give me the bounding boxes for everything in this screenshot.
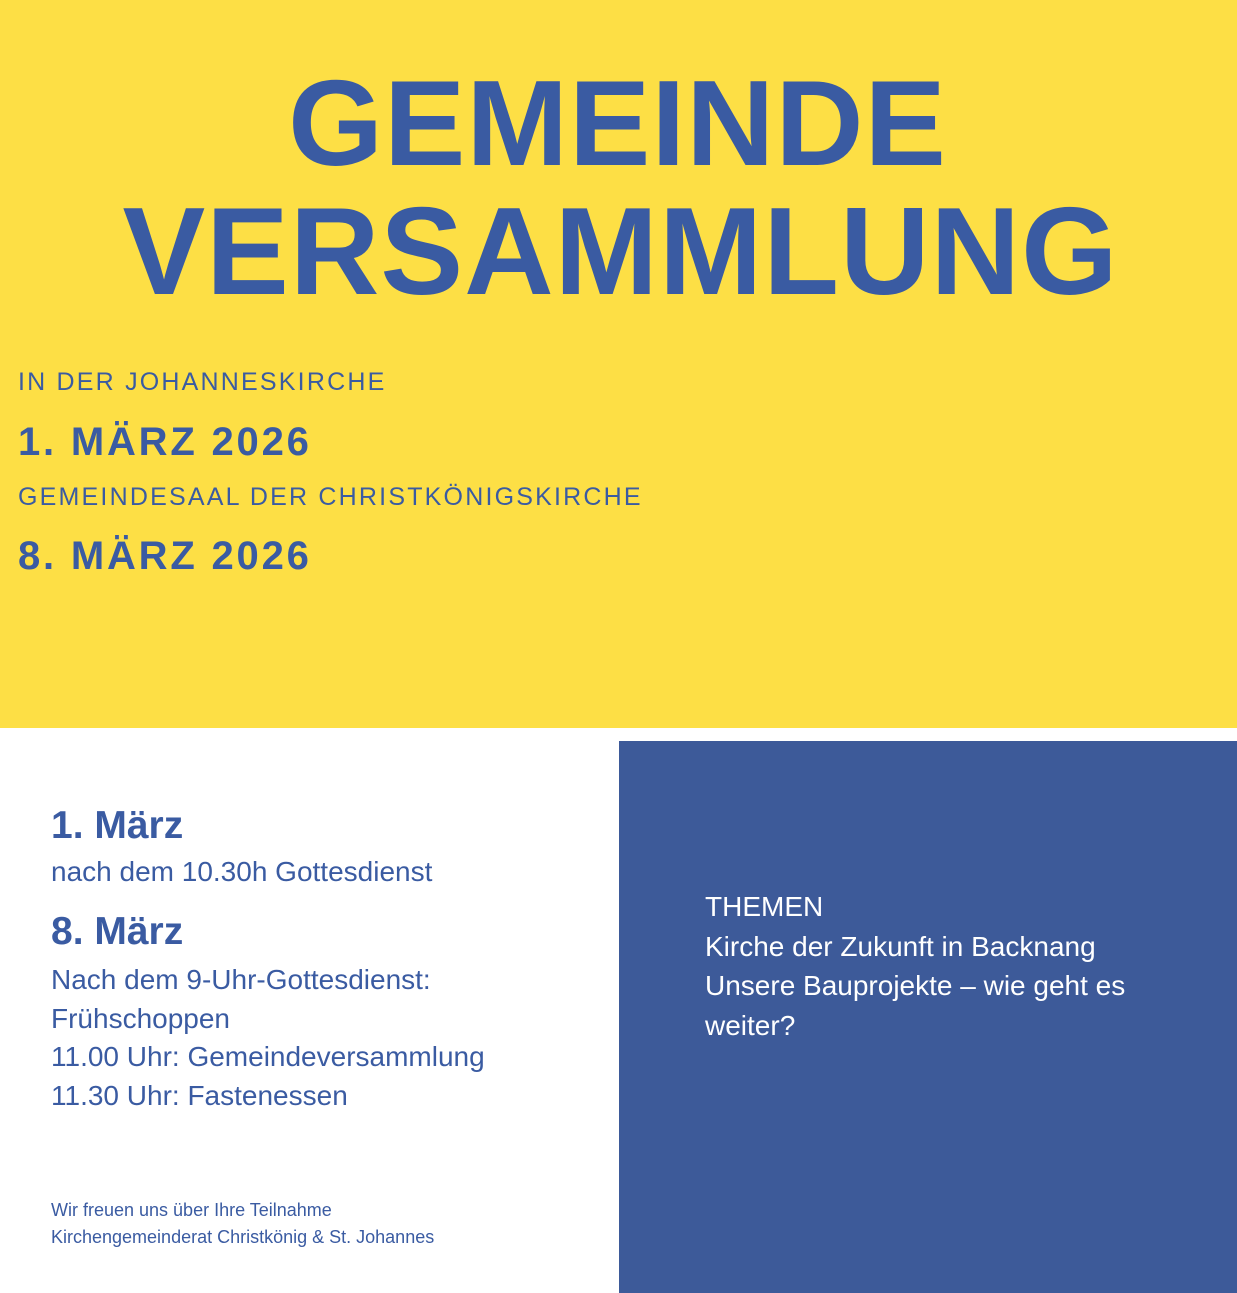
day1-text: nach dem 10.30h Gottesdienst — [51, 856, 433, 887]
location-2: GEMEINDESAAL DER CHRISTKÖNIGSKIRCHE — [18, 483, 643, 511]
location-1: IN DER JOHANNESKIRCHE — [18, 368, 387, 396]
date-1: 1. MÄRZ 2026 — [18, 420, 312, 464]
theme-line: Kirche der Zukunft in Backnang — [705, 930, 1096, 962]
date-2: 8. MÄRZ 2026 — [18, 534, 312, 578]
day2-line: 11.30 Uhr: Fastenessen — [51, 1080, 348, 1111]
themes-panel — [619, 741, 1237, 1293]
day2-line: Nach dem 9-Uhr-Gottesdienst: — [51, 964, 431, 995]
footer-line-1: Wir freuen uns über Ihre Teilnahme — [51, 1200, 332, 1220]
day2-heading: 8. März — [51, 910, 184, 953]
day2-line: Frühschoppen — [51, 1003, 231, 1034]
day1-heading: 1. März — [51, 804, 184, 847]
day2-line: 11.00 Uhr: Gemeindeversammlung — [51, 1041, 485, 1072]
themes-list — [705, 887, 1205, 1045]
themes-heading: THEMEN — [705, 891, 824, 922]
footer-line-2: Kirchengemeinderat Christkönig & St. Johannes — [51, 1227, 435, 1247]
title-line-2: VERSAMMLUNG — [122, 183, 1119, 321]
title-line-1: GEMEINDE — [288, 55, 947, 191]
theme-line: Unsere Bauprojekte – wie geht es — [705, 970, 1126, 1001]
theme-line: weiter? — [705, 1009, 796, 1041]
